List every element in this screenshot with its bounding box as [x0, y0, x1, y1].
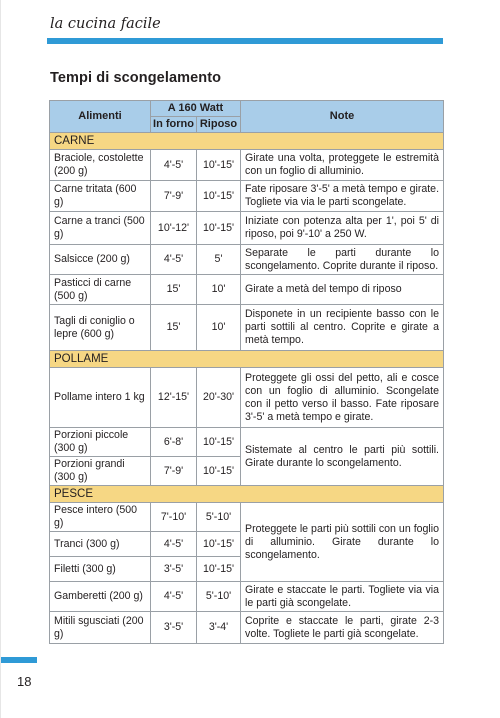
col-header-food: Alimenti: [50, 101, 151, 133]
note-cell: Iniziate con potenza alta per 1', poi 5' di riposo, poi 9'-10' a 250 W.: [241, 212, 444, 245]
table-row: [50, 368, 444, 428]
table-row: [50, 305, 444, 351]
rest-time-cell: 10'-15': [197, 212, 241, 245]
rest-time-cell: 10': [197, 275, 241, 305]
oven-time-cell: 4'-5': [151, 532, 197, 557]
group-label: PESCE: [50, 486, 444, 503]
note-cell: Girate e staccate le parti. Togliete via via le parti già scongelate.: [241, 582, 444, 612]
rest-time-cell: 5'-10': [197, 582, 241, 612]
section-title: Tempi di scongelamento: [50, 70, 222, 86]
food-cell: Porzioni grandi (300 g): [50, 457, 151, 486]
food-cell: Gamberetti (200 g): [50, 582, 151, 612]
table-row: [50, 428, 444, 457]
note-cell: Separate le parti durante lo scongelamento. Coprite durante il riposo.: [241, 245, 444, 275]
footer-accent-bar: [1, 657, 37, 663]
table-row: [50, 212, 444, 245]
food-cell: Pasticci di carne (500 g): [50, 275, 151, 305]
note-cell: Coprite e staccate le parti, girate 2-3 volte. Togliete le parti già scongelate.: [241, 612, 444, 644]
food-cell: Pollame intero 1 kg: [50, 368, 151, 428]
defrost-times-table: [49, 100, 444, 644]
food-cell: Tagli di coniglio o lepre (600 g): [50, 305, 151, 351]
oven-time-cell: 12'-15': [151, 368, 197, 428]
rest-time-cell: 3'-4': [197, 612, 241, 644]
rest-time-cell: 10'-15': [197, 557, 241, 582]
food-cell: Tranci (300 g): [50, 532, 151, 557]
food-cell: Carne a tranci (500 g): [50, 212, 151, 245]
note-cell: Proteggete gli ossi del petto, ali e cosce con un foglio di alluminio. Scongelate con il petto verso il basso. Fate riposare 3'-5' a metà tempo e girate.: [241, 368, 444, 428]
oven-time-cell: 7'-9': [151, 457, 197, 486]
note-cell: Disponete in un recipiente basso con le parti sottili al centro. Coprite e girate a metà tempo.: [241, 305, 444, 351]
oven-time-cell: 3'-5': [151, 612, 197, 644]
rest-time-cell: 10': [197, 305, 241, 351]
rest-time-cell: 10'-15': [197, 428, 241, 457]
rest-time-cell: 10'-15': [197, 150, 241, 181]
food-cell: Mitili sgusciati (200 g): [50, 612, 151, 644]
group-row-meat: [50, 133, 444, 150]
page-number: 18: [17, 674, 32, 689]
oven-time-cell: 4'-5': [151, 150, 197, 181]
oven-time-cell: 6'-8': [151, 428, 197, 457]
food-cell: Pesce intero (500 g): [50, 503, 151, 532]
table-row: [50, 275, 444, 305]
note-cell: Fate riposare 3'-5' a metà tempo e girate. Togliete via via le parti scongelate.: [241, 181, 444, 212]
oven-time-cell: 7'-9': [151, 181, 197, 212]
rest-time-cell: 20'-30': [197, 368, 241, 428]
oven-time-cell: 3'-5': [151, 557, 197, 582]
oven-time-cell: 10'-12': [151, 212, 197, 245]
rest-time-cell: 5'-10': [197, 503, 241, 532]
col-header-power: A 160 Watt: [151, 101, 241, 117]
oven-time-cell: 7'-10': [151, 503, 197, 532]
group-row-fish: [50, 486, 444, 503]
table-row: [50, 150, 444, 181]
food-cell: Porzioni piccole (300 g): [50, 428, 151, 457]
oven-time-cell: 4'-5': [151, 582, 197, 612]
group-label: POLLAME: [50, 351, 444, 368]
col-header-rest: Riposo: [197, 117, 241, 133]
table-row: [50, 181, 444, 212]
food-cell: Salsicce (200 g): [50, 245, 151, 275]
food-cell: Filetti (300 g): [50, 557, 151, 582]
table-row: [50, 582, 444, 612]
group-label: CARNE: [50, 133, 444, 150]
shared-note-cell: Sistemate al centro le parti più sottili. Girate durante lo scongelamento.: [241, 428, 444, 486]
header-accent-bar: [47, 38, 443, 44]
rest-time-cell: 10'-15': [197, 181, 241, 212]
oven-time-cell: 15': [151, 305, 197, 351]
oven-time-cell: 15': [151, 275, 197, 305]
col-header-oven: In forno: [151, 117, 197, 133]
running-head: la cucina facile: [50, 16, 161, 32]
shared-note-cell: Proteggete le parti più sottili con un foglio di alluminio. Girate durante lo scongelamento.: [241, 503, 444, 582]
table-row: [50, 245, 444, 275]
food-cell: Carne tritata (600 g): [50, 181, 151, 212]
note-cell: Girate una volta, proteggete le estremità con un foglio di alluminio.: [241, 150, 444, 181]
rest-time-cell: 10'-15': [197, 457, 241, 486]
table-row: [50, 503, 444, 532]
col-header-notes: Note: [241, 101, 444, 133]
oven-time-cell: 4'-5': [151, 245, 197, 275]
table-row: [50, 612, 444, 644]
rest-time-cell: 5': [197, 245, 241, 275]
note-cell: Girate a metà del tempo di riposo: [241, 275, 444, 305]
group-row-poultry: [50, 351, 444, 368]
food-cell: Braciole, costolette (200 g): [50, 150, 151, 181]
rest-time-cell: 10'-15': [197, 532, 241, 557]
